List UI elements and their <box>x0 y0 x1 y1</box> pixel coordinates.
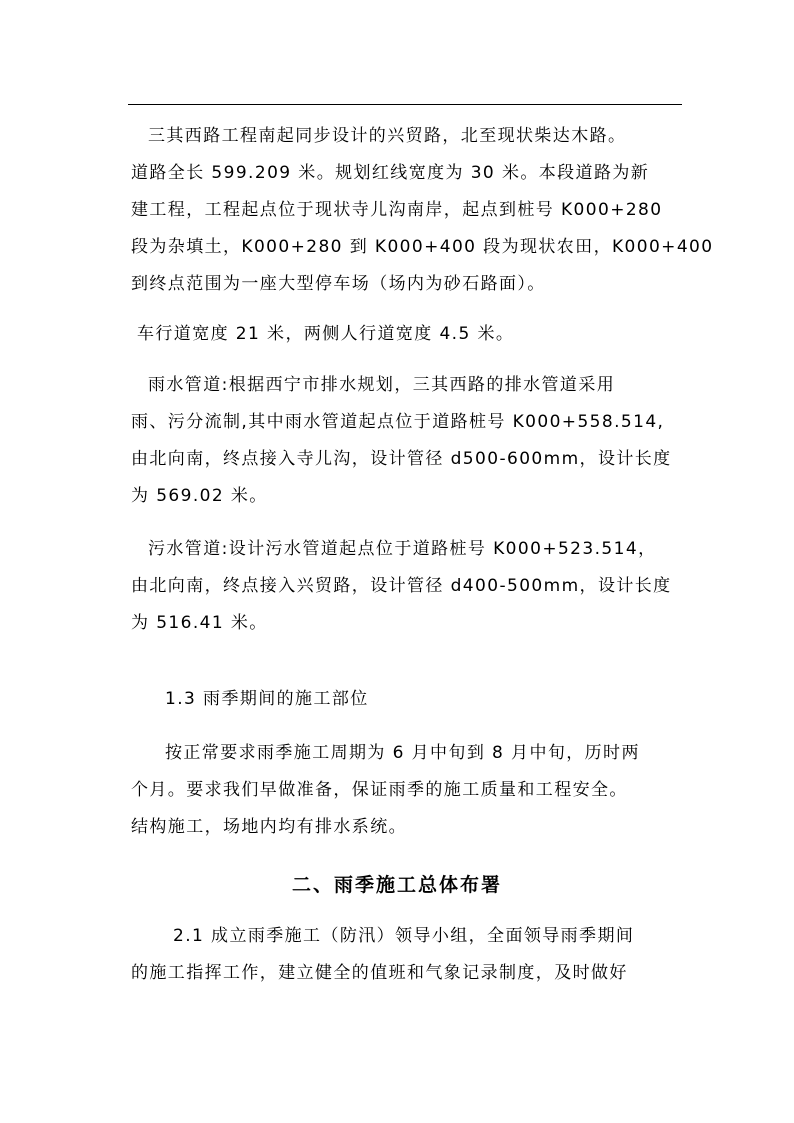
text-line: 个月。要求我们早做准备，保证雨季的施工质量和工程安全。 <box>131 780 628 800</box>
text-line: 的施工指挥工作，建立健全的值班和气象记录制度，及时做好 <box>131 963 628 983</box>
stormwater-pipe-paragraph <box>131 367 711 515</box>
project-overview-paragraph <box>131 118 714 303</box>
text-line: 三其西路工程南起同步设计的兴贸路，北至现状柴达木路。 <box>148 126 627 146</box>
text-line: 由北向南，终点接入兴贸路，设计管径 d400-500mm，设计长度 <box>131 576 672 596</box>
section-1-3-title <box>131 681 711 718</box>
sewage-pipe-paragraph <box>131 531 711 642</box>
section-title-text: 1.3 雨季期间的施工部位 <box>165 689 369 709</box>
text-line: 雨水管道:根据西宁市排水规划，三其西路的排水管道采用 <box>148 375 616 395</box>
text-line: 为 516.41 米。 <box>131 613 268 633</box>
text-line: 2.1 成立雨季施工（防汛）领导小组，全面领导雨季期间 <box>173 926 635 946</box>
roadway-width-paragraph <box>131 316 711 353</box>
text-line: 建工程，工程起点位于现状寺儿沟南岸，起点到桩号 K000+280 <box>131 200 663 220</box>
section-2-1-paragraph <box>131 918 711 992</box>
header-rule <box>128 104 682 105</box>
text-line: 雨、污分流制,其中雨水管道起点位于道路桩号 K000+558.514, <box>131 412 665 432</box>
text-line: 车行道宽度 21 米，两侧人行道宽度 4.5 米。 <box>137 324 515 344</box>
section-2-heading: 二、雨季施工总体布署 <box>291 874 502 896</box>
text-line: 结构施工，场地内均有排水系统。 <box>131 817 407 837</box>
text-line: 污水管道:设计污水管道起点位于道路桩号 K000+523.514， <box>148 539 657 559</box>
text-line: 段为杂填土，K000+280 到 K000+400 段为现状农田，K000+400 <box>131 237 714 257</box>
text-line: 道路全长 599.209 米。规划红线宽度为 30 米。本段道路为新 <box>131 163 650 183</box>
text-line: 由北向南，终点接入寺儿沟，设计管径 d500-600mm，设计长度 <box>131 449 672 469</box>
text-line: 为 569.02 米。 <box>131 486 268 506</box>
rainy-season-period-paragraph <box>131 735 711 846</box>
text-line: 到终点范围为一座大型停车场（场内为砂石路面）。 <box>131 274 546 294</box>
text-line: 按正常要求雨季施工周期为 6 月中旬到 8 月中旬，历时两 <box>165 743 640 763</box>
